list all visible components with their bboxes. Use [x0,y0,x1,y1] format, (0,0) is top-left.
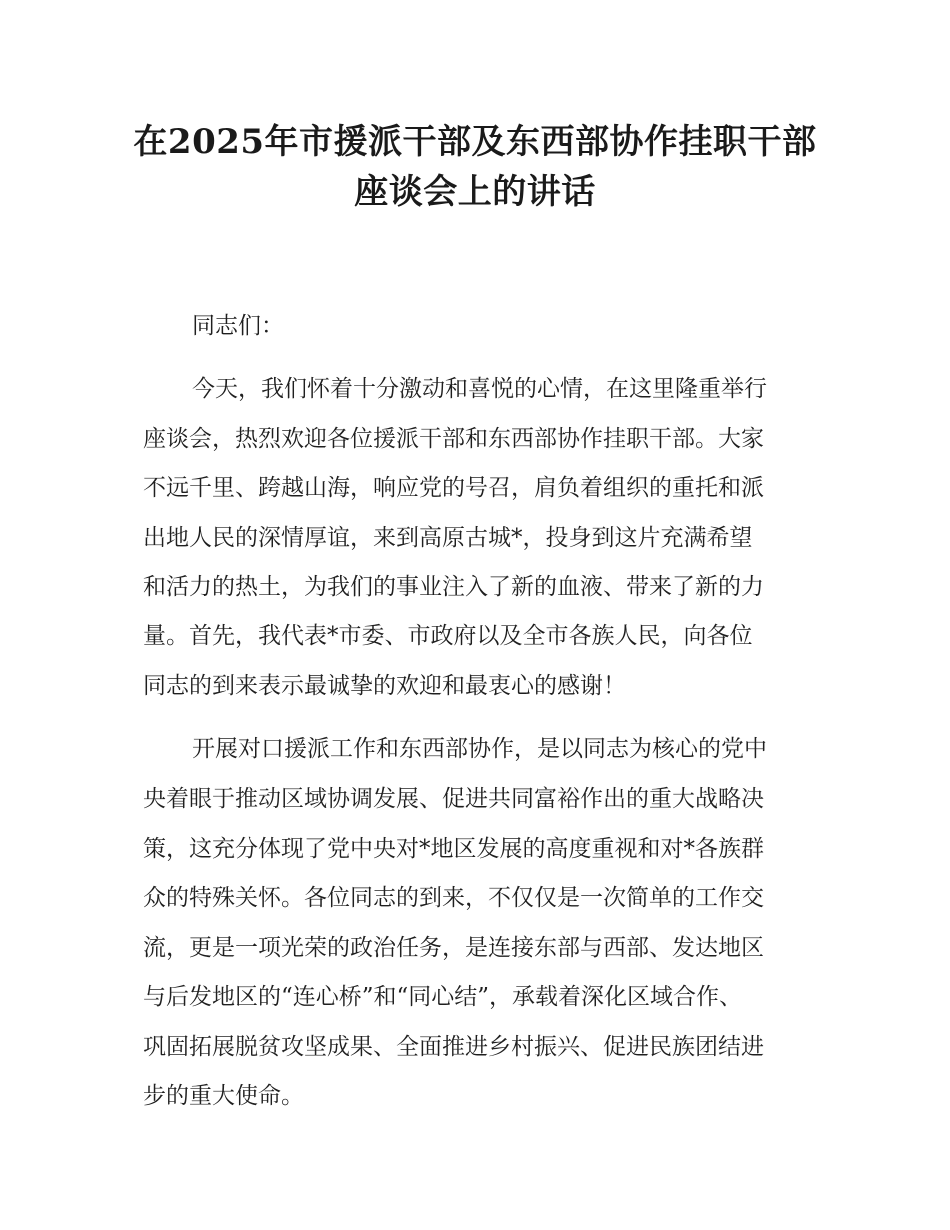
paragraph-line: 座谈会，热烈欢迎各位援派干部和东西部协作挂职干部。大家 [143,426,764,452]
paragraph-line: 今天，我们怀着十分激动和喜悦的心情，在这里隆重举行 [192,376,767,402]
paragraph-line: 量。首先，我代表*市委、市政府以及全市各族人民，向各位 [143,623,753,649]
paragraph-line: 出地人民的深情厚谊，来到高原古城*，投身到这片充满希望 [143,525,753,551]
paragraph-line: 同志的到来表示最诚挚的欢迎和最衷心的感谢！ [143,673,626,699]
paragraph-line: 众的特殊关怀。各位同志的到来，不仅仅是一次简单的工作交 [143,885,764,911]
paragraph-line: 与后发地区的“连心桥”和“同心结”，承载着深化区域合作、 [143,984,743,1010]
paragraph-line: 策，这充分体现了党中央对*地区发展的高度重视和对*各族群 [143,836,764,862]
document-title-line-1: 在2025年市援派干部及东西部协作挂职干部 [133,122,817,162]
paragraph-line: 巩固拓展脱贫攻坚成果、全面推进乡村振兴、促进民族团结进 [143,1034,764,1060]
greeting: 同志们： [192,313,284,339]
paragraph-line: 不远千里、跨越山海，响应党的号召，肩负着组织的重托和派 [143,475,764,501]
paragraph-line: 和活力的热土，为我们的事业注入了新的血液、带来了新的力 [143,574,764,600]
paragraph-line: 流，更是一项光荣的政治任务，是连接东部与西部、发达地区 [143,935,764,961]
paragraph-line: 步的重大使命。 [143,1083,304,1109]
document-title-line-2: 座谈会上的讲话 [354,172,596,212]
paragraph-line: 开展对口援派工作和东西部协作，是以同志为核心的党中 [192,736,767,762]
paragraph-line: 央着眼于推动区域协调发展、促进共同富裕作出的重大战略决 [143,786,764,812]
